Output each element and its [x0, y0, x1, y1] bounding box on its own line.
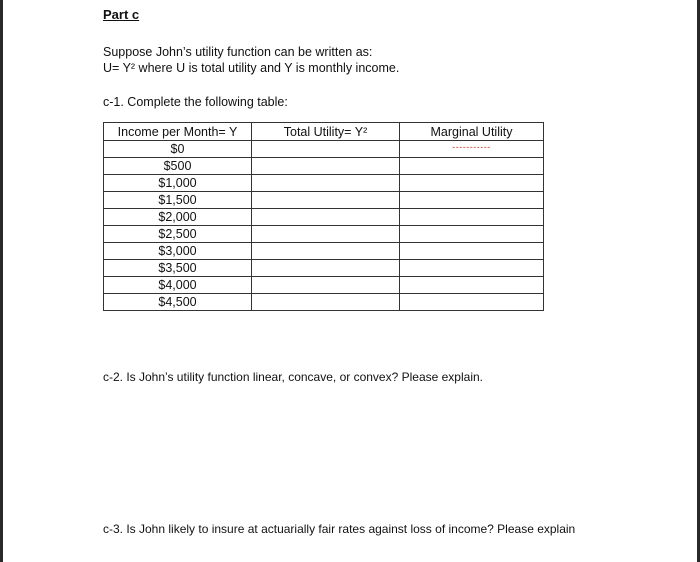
income-cell: $0: [104, 141, 252, 158]
marginal-utility-cell[interactable]: [400, 141, 544, 158]
marginal-utility-cell[interactable]: [400, 243, 544, 260]
total-utility-cell[interactable]: [252, 294, 400, 311]
section-title: Part c: [103, 7, 140, 22]
header-income: Income per Month= Y: [104, 123, 252, 141]
header-marginal-utility: Marginal Utility: [400, 123, 544, 141]
income-cell: $4,500: [104, 294, 252, 311]
income-cell: $3,500: [104, 260, 252, 277]
income-cell: $1,000: [104, 175, 252, 192]
income-cell: $2,000: [104, 209, 252, 226]
total-utility-cell[interactable]: [252, 260, 400, 277]
total-utility-cell[interactable]: [252, 277, 400, 294]
placeholder-dashes: -----------: [452, 142, 491, 152]
marginal-utility-cell[interactable]: [400, 175, 544, 192]
table-row: [104, 243, 544, 260]
table-row: [104, 158, 544, 175]
table-row: [104, 277, 544, 294]
marginal-utility-cell[interactable]: [400, 260, 544, 277]
marginal-utility-cell[interactable]: [400, 277, 544, 294]
marginal-utility-cell[interactable]: [400, 294, 544, 311]
income-cell: $2,500: [104, 226, 252, 243]
intro-line-2: U= Y² where U is total utility and Y is monthly income.: [103, 61, 400, 75]
total-utility-cell[interactable]: [252, 226, 400, 243]
income-cell: $500: [104, 158, 252, 175]
income-cell: $3,000: [104, 243, 252, 260]
marginal-utility-cell[interactable]: [400, 226, 544, 243]
table-header-row: [104, 123, 544, 141]
total-utility-cell[interactable]: [252, 192, 400, 209]
total-utility-cell[interactable]: [252, 175, 400, 192]
table-row: [104, 209, 544, 226]
table-row: [104, 226, 544, 243]
header-total-utility: Total Utility= Y²: [252, 123, 400, 141]
question-c1: c-1. Complete the following table:: [103, 95, 288, 109]
table-row: [104, 294, 544, 311]
question-c3: c-3. Is John likely to insure at actuarially fair rates against loss of income? Please explain: [103, 522, 576, 536]
total-utility-cell[interactable]: [252, 209, 400, 226]
table-row: [104, 175, 544, 192]
page-left-border: [0, 0, 3, 562]
marginal-utility-cell[interactable]: [400, 158, 544, 175]
income-cell: $4,000: [104, 277, 252, 294]
table-row: [104, 260, 544, 277]
total-utility-cell[interactable]: [252, 141, 400, 158]
intro-line-1: Suppose John’s utility function can be written as:: [103, 45, 373, 59]
income-cell: $1,500: [104, 192, 252, 209]
total-utility-cell[interactable]: [252, 243, 400, 260]
total-utility-cell[interactable]: [252, 158, 400, 175]
marginal-utility-cell[interactable]: [400, 192, 544, 209]
utility-table: [103, 122, 544, 311]
table-row: [104, 192, 544, 209]
question-c2: c-2. Is John’s utility function linear, concave, or convex? Please explain.: [103, 370, 483, 384]
marginal-utility-cell[interactable]: [400, 209, 544, 226]
table-row: [104, 141, 544, 158]
